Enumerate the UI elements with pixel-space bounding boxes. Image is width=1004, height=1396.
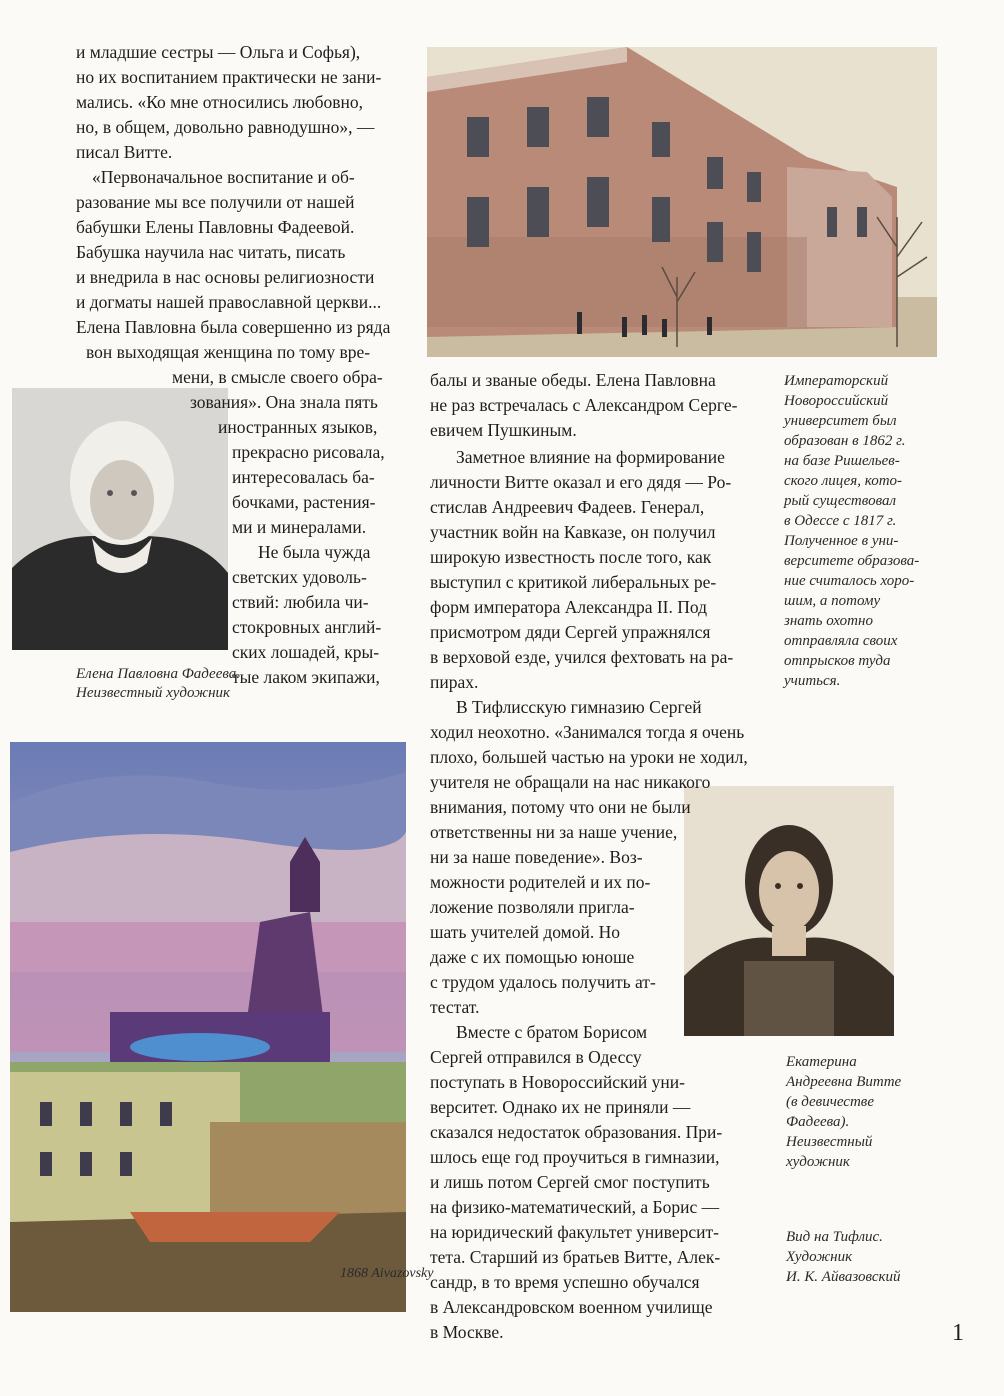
- body-line: можности родителей и их по-: [430, 872, 651, 892]
- witte-caption-line: Екатерина: [786, 1054, 857, 1070]
- body-line: личности Витте оказал и его дядя — Ро-: [430, 472, 732, 492]
- body-line: ми и минералами.: [232, 517, 367, 537]
- tiflis-caption-line: Вид на Тифлис.: [786, 1229, 883, 1245]
- fadeeva-caption-line: Елена Павловна Фадеева.: [76, 666, 241, 682]
- body-line: на физико-математический, а Борис —: [430, 1197, 720, 1217]
- university-caption-line: отпрысков туда: [784, 653, 891, 669]
- body-line: тые лаком экипажи,: [232, 667, 380, 687]
- body-line: присмотром дяди Сергей упражнялся: [430, 622, 711, 642]
- body-line: Не была чужда: [258, 542, 371, 562]
- university-caption-line: Императорский: [784, 373, 889, 389]
- university-caption-line: учиться.: [784, 673, 841, 689]
- university-caption-line: ние считалось хоро-: [784, 573, 915, 589]
- witte-caption-line: Фадеева).: [786, 1114, 850, 1130]
- body-line: шать учителей домой. Но: [430, 922, 621, 942]
- body-line: зования». Она знала пять: [190, 392, 378, 412]
- body-line: и догматы нашей православной церкви...: [76, 292, 382, 312]
- body-line: ских лошадей, кры-: [232, 642, 380, 662]
- witte-caption-line: Андреевна Витте: [786, 1074, 902, 1090]
- body-line: евичем Пушкиным.: [430, 420, 577, 440]
- body-line: Елена Павловна была совершенно из ряда: [76, 317, 391, 337]
- body-line: шлось еще год проучиться в гимназии,: [430, 1147, 720, 1167]
- body-line: и лишь потом Сергей смог поступить: [430, 1172, 710, 1192]
- university-caption-line: Новороссийский: [784, 393, 889, 409]
- body-line: интересовалась ба-: [232, 467, 375, 487]
- body-line: ложение позволяли пригла-: [430, 897, 635, 917]
- body-line: мались. «Ко мне относились любовно,: [76, 92, 364, 112]
- body-line: тета. Старший из братьев Витте, Алек-: [430, 1247, 721, 1267]
- body-line: стислав Андреевич Фадеев. Генерал,: [430, 497, 705, 517]
- body-line: в верховой езде, учился фехтовать на ра-: [430, 647, 734, 667]
- university-caption-line: рый существовал: [784, 493, 897, 509]
- body-line: Заметное влияние на формирование: [456, 447, 725, 467]
- witte-mother-portrait: [684, 786, 894, 1036]
- body-line: Сергей отправился в Одессу: [430, 1047, 642, 1067]
- body-line: ходил неохотно. «Занимался тогда я очень: [430, 722, 745, 742]
- witte-caption-line: художник: [786, 1154, 850, 1170]
- body-line: плохо, большей частью на уроки не ходил,: [430, 747, 748, 767]
- body-line: Бабушка научила нас читать, писать: [76, 242, 346, 262]
- tiflis-caption-line: Художник: [786, 1249, 853, 1265]
- body-line: бочками, растения-: [232, 492, 376, 512]
- witte-caption-line: Неизвестный: [786, 1134, 873, 1150]
- university-caption-line: на базе Ришельев-: [784, 453, 900, 469]
- body-line: сказался недостаток образования. При-: [430, 1122, 723, 1142]
- university-caption-line: верситете образова-: [784, 553, 920, 569]
- university-caption-line: ского лицея, кото-: [784, 473, 903, 489]
- body-line: внимания, потому что они не были: [430, 797, 691, 817]
- body-line: «Первоначальное воспитание и об-: [92, 167, 355, 187]
- university-building-photo: [427, 47, 937, 357]
- body-line: участник войн на Кавказе, он получил: [430, 522, 716, 542]
- body-line: вон выходящая женщина по тому вре-: [86, 342, 371, 362]
- body-line: пирах.: [430, 672, 479, 692]
- body-line: Вместе с братом Борисом: [456, 1022, 648, 1042]
- body-line: мени, в смысле своего обра-: [172, 367, 383, 387]
- body-line: форм императора Александра II. Под: [430, 597, 708, 617]
- body-line: учителя не обращали на нас никакого: [430, 772, 711, 792]
- university-caption-line: шим, а потому: [784, 593, 881, 609]
- university-caption-line: образован в 1862 г.: [784, 433, 906, 449]
- body-line: и младшие сестры — Ольга и Софья),: [76, 42, 361, 62]
- body-line: ствий: любила чи-: [232, 592, 369, 612]
- body-line: но их воспитанием практически не зани-: [76, 67, 382, 87]
- body-line: широкую известность после того, как: [430, 547, 712, 567]
- body-line: с трудом удалось получить ат-: [430, 972, 656, 992]
- body-line: в Москве.: [430, 1322, 504, 1342]
- body-line: но, в общем, довольно равнодушно», —: [76, 117, 375, 137]
- university-caption-line: Полученное в уни-: [784, 533, 899, 549]
- body-line: и внедрила в нас основы религиозности: [76, 267, 375, 287]
- university-caption-line: в Одессе с 1817 г.: [784, 513, 897, 529]
- body-line: балы и званые обеды. Елена Павловна: [430, 370, 716, 390]
- body-line: в Александровском военном училище: [430, 1297, 713, 1317]
- body-line: ответственны ни за наше учение,: [430, 822, 678, 842]
- page-number: 1: [952, 1320, 964, 1346]
- body-line: разование мы все получили от нашей: [76, 192, 355, 212]
- body-line: бабушки Елены Павловны Фадеевой.: [76, 217, 355, 237]
- body-line: прекрасно рисовала,: [232, 442, 385, 462]
- body-line: даже с их помощью юноше: [430, 947, 635, 967]
- body-line: писал Витте.: [76, 142, 173, 162]
- witte-caption-line: (в девичестве: [786, 1094, 874, 1110]
- fadeeva-portrait: [12, 388, 228, 650]
- university-caption-line: университет был: [784, 413, 897, 429]
- body-line: не раз встречалась с Александром Серге-: [430, 395, 738, 415]
- university-caption-line: знать охотно: [784, 613, 873, 629]
- tiflis-caption-line: И. К. Айвазовский: [786, 1269, 901, 1285]
- body-line: ни за наше поведение». Воз-: [430, 847, 643, 867]
- body-line: светских удоволь-: [232, 567, 367, 587]
- university-caption-line: отправляла своих: [784, 633, 898, 649]
- body-line: поступать в Новороссийский уни-: [430, 1072, 685, 1092]
- body-line: иностранных языков,: [218, 417, 378, 437]
- body-line: на юридический факультет университ-: [430, 1222, 719, 1242]
- body-line: стокровных англий-: [232, 617, 382, 637]
- body-line: В Тифлисскую гимназию Сергей: [456, 697, 702, 717]
- body-line: сандр, в то время успешно обучался: [430, 1272, 700, 1292]
- body-line: тестат.: [430, 997, 480, 1017]
- body-line: выступил с критикой либеральных ре-: [430, 572, 717, 592]
- painting-signature: 1868 Aivazovsky: [340, 1266, 434, 1281]
- body-line: верситет. Однако их не приняли —: [430, 1097, 691, 1117]
- tiflis-painting: [10, 742, 434, 1312]
- fadeeva-caption-line: Неизвестный художник: [76, 685, 231, 701]
